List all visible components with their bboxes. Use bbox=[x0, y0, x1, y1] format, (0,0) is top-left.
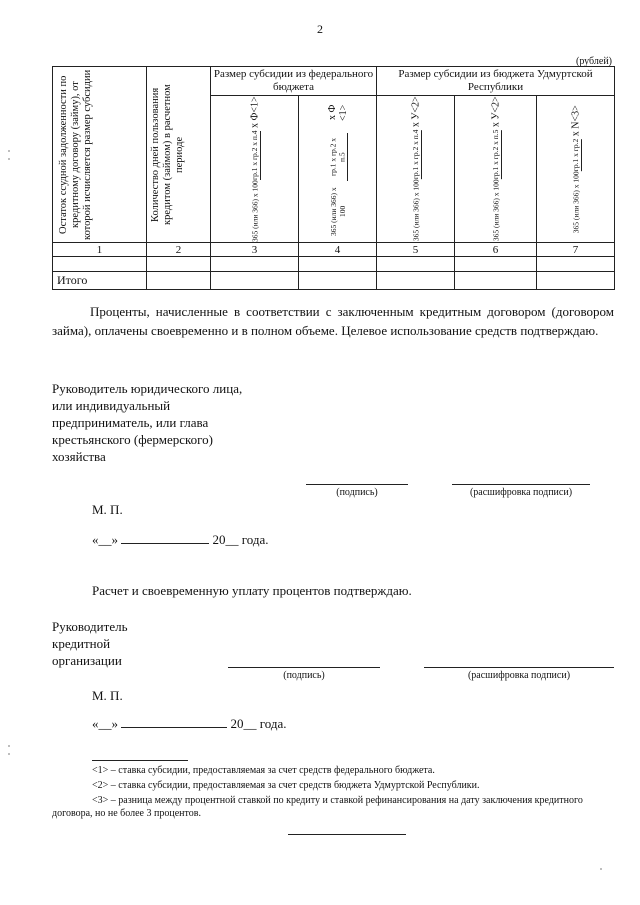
signer2-signature-caption: (подпись) bbox=[283, 670, 325, 681]
subsidy-table bbox=[52, 66, 615, 290]
regional-header: Размер субсидии из бюджета Удмуртской Республики bbox=[377, 67, 615, 96]
column-number: 3 bbox=[211, 243, 299, 257]
col1-header-cell bbox=[53, 67, 147, 243]
formula-cell-3 bbox=[211, 96, 299, 243]
signer2-date: «__» 20__ года. bbox=[92, 716, 287, 731]
column-number: 2 bbox=[147, 243, 211, 257]
column-number: 7 bbox=[537, 243, 615, 257]
signer1-signature-caption: (подпись) bbox=[336, 487, 378, 498]
formula-cell-5 bbox=[377, 96, 455, 243]
total-label: Итого bbox=[53, 272, 147, 290]
signer1-decode-line bbox=[452, 484, 590, 485]
end-separator bbox=[288, 834, 406, 835]
footnote-2: <2> – ставка субсидии, предоставляемая за счет средств бюджета Удмуртской Республики. bbox=[92, 780, 480, 791]
scan-dot bbox=[600, 868, 602, 870]
scan-dot bbox=[8, 745, 10, 747]
scan-dot bbox=[8, 753, 10, 755]
federal-header: Размер субсидии из федерального бюджета bbox=[211, 67, 377, 96]
footnote-3: <3> – разница между процентной ставкой по кредиту и ставкой рефинансирования на дату заключения кредитного договора, но не более 3 процентов. bbox=[52, 795, 583, 819]
footnote-separator bbox=[92, 760, 188, 761]
confirmation-paragraph: Проценты, начисленные в соответствии с заключенным кредитным договором (договором займа), оплачены своевременно и в полном объеме. Целевое использование средств подтверждаю. bbox=[52, 304, 614, 338]
signer1-title: Руководитель юридического лица, или индивидуальный предприниматель, или глава крестьянского (фермерского) хозяйства bbox=[52, 381, 243, 464]
column-number: 1 bbox=[53, 243, 147, 257]
formula-5: 365 (или 366) х 100 гр.1 х гр.2 х п.4 х У<2> bbox=[410, 96, 421, 242]
signer1-stamp: М. П. bbox=[92, 502, 123, 517]
col2-header-cell bbox=[147, 67, 211, 243]
payment-confirmation: Расчет и своевременную уплату процентов подтверждаю. bbox=[92, 583, 412, 598]
signer2-stamp: М. П. bbox=[92, 688, 123, 703]
footnote-1: <1> – ставка субсидии, предоставляемая за счет средств федерального бюджета. bbox=[92, 765, 435, 776]
col2-header: Количество дней пользования кредитом (займом) в расчетном периоде bbox=[149, 84, 185, 225]
column-number-row bbox=[53, 243, 615, 257]
scan-dot bbox=[8, 150, 10, 152]
formula-7: 365 (или 366) х 100 гр.1 х гр.2 х N<3> bbox=[570, 104, 582, 234]
empty-data-row bbox=[53, 257, 615, 272]
formula-6: 365 (или 366) х 100 гр.1 х гр.2 х п.5 х У<2> bbox=[490, 96, 501, 242]
unit-label: (рублей) bbox=[575, 56, 612, 67]
page-number: 2 bbox=[317, 22, 323, 36]
formula-cell-6 bbox=[455, 96, 537, 243]
signer1-date: «__» 20__ года. bbox=[92, 532, 269, 547]
total-row bbox=[53, 272, 615, 290]
formula-cell-7 bbox=[537, 96, 615, 243]
formula-4: 365 (или 366) х 100 гр.1 х гр.2 х п.5 х Ф <1> bbox=[326, 104, 349, 236]
formula-cell-4 bbox=[299, 96, 377, 243]
signer1-decode-caption: (расшифровка подписи) bbox=[469, 487, 573, 498]
signer2-decode-line bbox=[424, 667, 614, 668]
formula-3: 365 (или 366) х 100 гр.1 х гр.2 х п.4 х Ф<1> bbox=[249, 96, 260, 242]
scan-dot bbox=[8, 158, 10, 160]
signer2-title: Руководитель кредитной организации bbox=[52, 619, 128, 668]
column-number: 4 bbox=[299, 243, 377, 257]
column-number: 5 bbox=[377, 243, 455, 257]
col1-header: Остаток ссудной задолженности по кредитному договору (займу), от которой исчисляется размер субсидии bbox=[57, 69, 93, 240]
column-number: 6 bbox=[455, 243, 537, 257]
signer2-signature-line bbox=[228, 667, 380, 668]
signer1-signature-line bbox=[306, 484, 408, 485]
signer2-decode-caption: (расшифровка подписи) bbox=[467, 670, 571, 681]
